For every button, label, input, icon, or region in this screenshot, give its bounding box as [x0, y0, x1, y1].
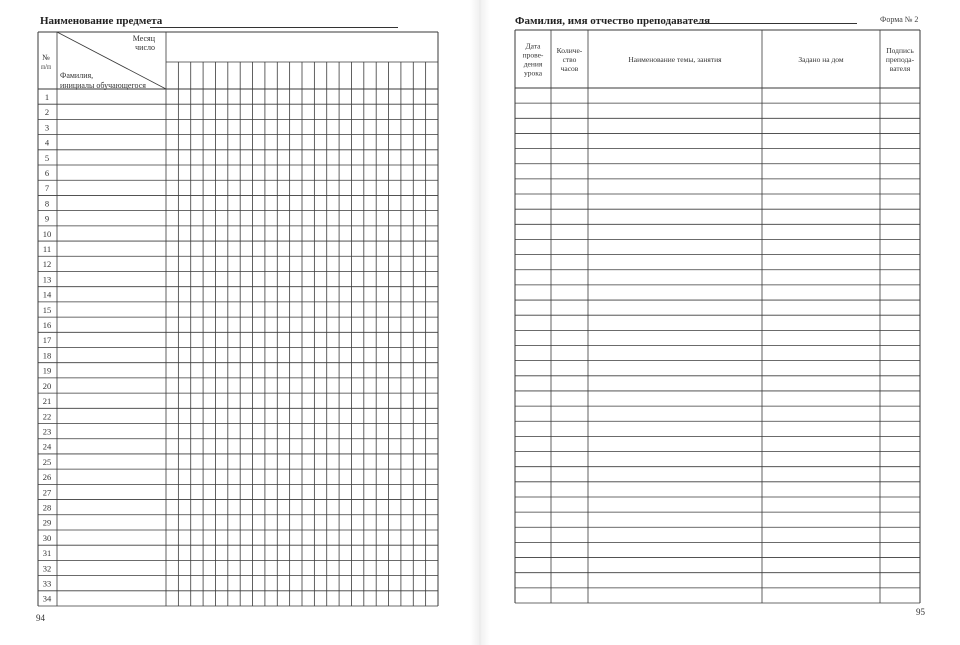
row-number: 24 [42, 441, 52, 452]
row-number: 6 [44, 167, 50, 178]
row-number: 11 [42, 244, 52, 255]
row-number: 10 [42, 228, 52, 239]
row-number: 4 [44, 137, 50, 148]
date-header: дения [523, 59, 543, 69]
row-number: 34 [42, 593, 52, 604]
form-number: Форма № 2 [880, 15, 919, 24]
row-number: 32 [42, 563, 52, 574]
row-number: 28 [42, 502, 52, 513]
row-number: 7 [44, 183, 50, 194]
row-number: 14 [42, 289, 52, 300]
homework-header: Задано на дом [798, 55, 844, 64]
row-number: 26 [42, 472, 52, 483]
row-number: 23 [42, 426, 52, 437]
page-number-right: 95 [916, 607, 925, 617]
number-header-abbrev: п/п [40, 62, 52, 71]
number-header-sign: № [42, 53, 50, 62]
row-number: 20 [42, 380, 52, 391]
date-header: прове- [522, 50, 544, 60]
row-number: 19 [42, 365, 52, 376]
row-number: 33 [42, 578, 52, 589]
row-number: 1 [44, 91, 50, 102]
row-number: 2 [44, 107, 50, 118]
date-header: Дата [525, 41, 541, 51]
row-number: 31 [42, 548, 52, 559]
day-header: число [135, 43, 155, 52]
row-number: 22 [42, 411, 52, 422]
page-number-left: 94 [36, 613, 45, 623]
row-number: 3 [44, 122, 50, 133]
lessons-table [480, 0, 960, 645]
month-header: Месяц [132, 34, 155, 43]
row-number: 16 [42, 320, 52, 331]
signature-header: препода- [885, 55, 915, 64]
date-header: урока [523, 68, 543, 78]
right-page [480, 0, 960, 645]
teacher-label: Фамилия, имя отчество преподавателя [515, 15, 711, 27]
row-number: 5 [44, 152, 50, 163]
row-number: 21 [42, 396, 52, 407]
hours-header: Количе- [556, 46, 583, 55]
row-number: 30 [42, 532, 52, 543]
signature-header: вателя [889, 64, 911, 73]
hours-header: часов [560, 64, 579, 73]
signature-header: Подпись [886, 46, 914, 55]
hours-header: ство [562, 55, 577, 64]
row-number: 17 [42, 335, 52, 346]
topic-header: Наименование темы, занятия [628, 55, 722, 64]
student-header-line2: инициалы обучающегося [60, 81, 146, 90]
row-number: 15 [42, 304, 52, 315]
row-number: 25 [42, 456, 52, 467]
row-number: 12 [42, 259, 52, 270]
row-number: 18 [42, 350, 52, 361]
row-number: 8 [44, 198, 50, 209]
student-header-line1: Фамилия, [60, 71, 94, 80]
subject-label: Наименование предмета [40, 15, 163, 27]
row-number: 27 [42, 487, 52, 498]
row-number: 13 [42, 274, 52, 285]
row-number: 9 [44, 213, 50, 224]
row-number: 29 [42, 517, 52, 528]
